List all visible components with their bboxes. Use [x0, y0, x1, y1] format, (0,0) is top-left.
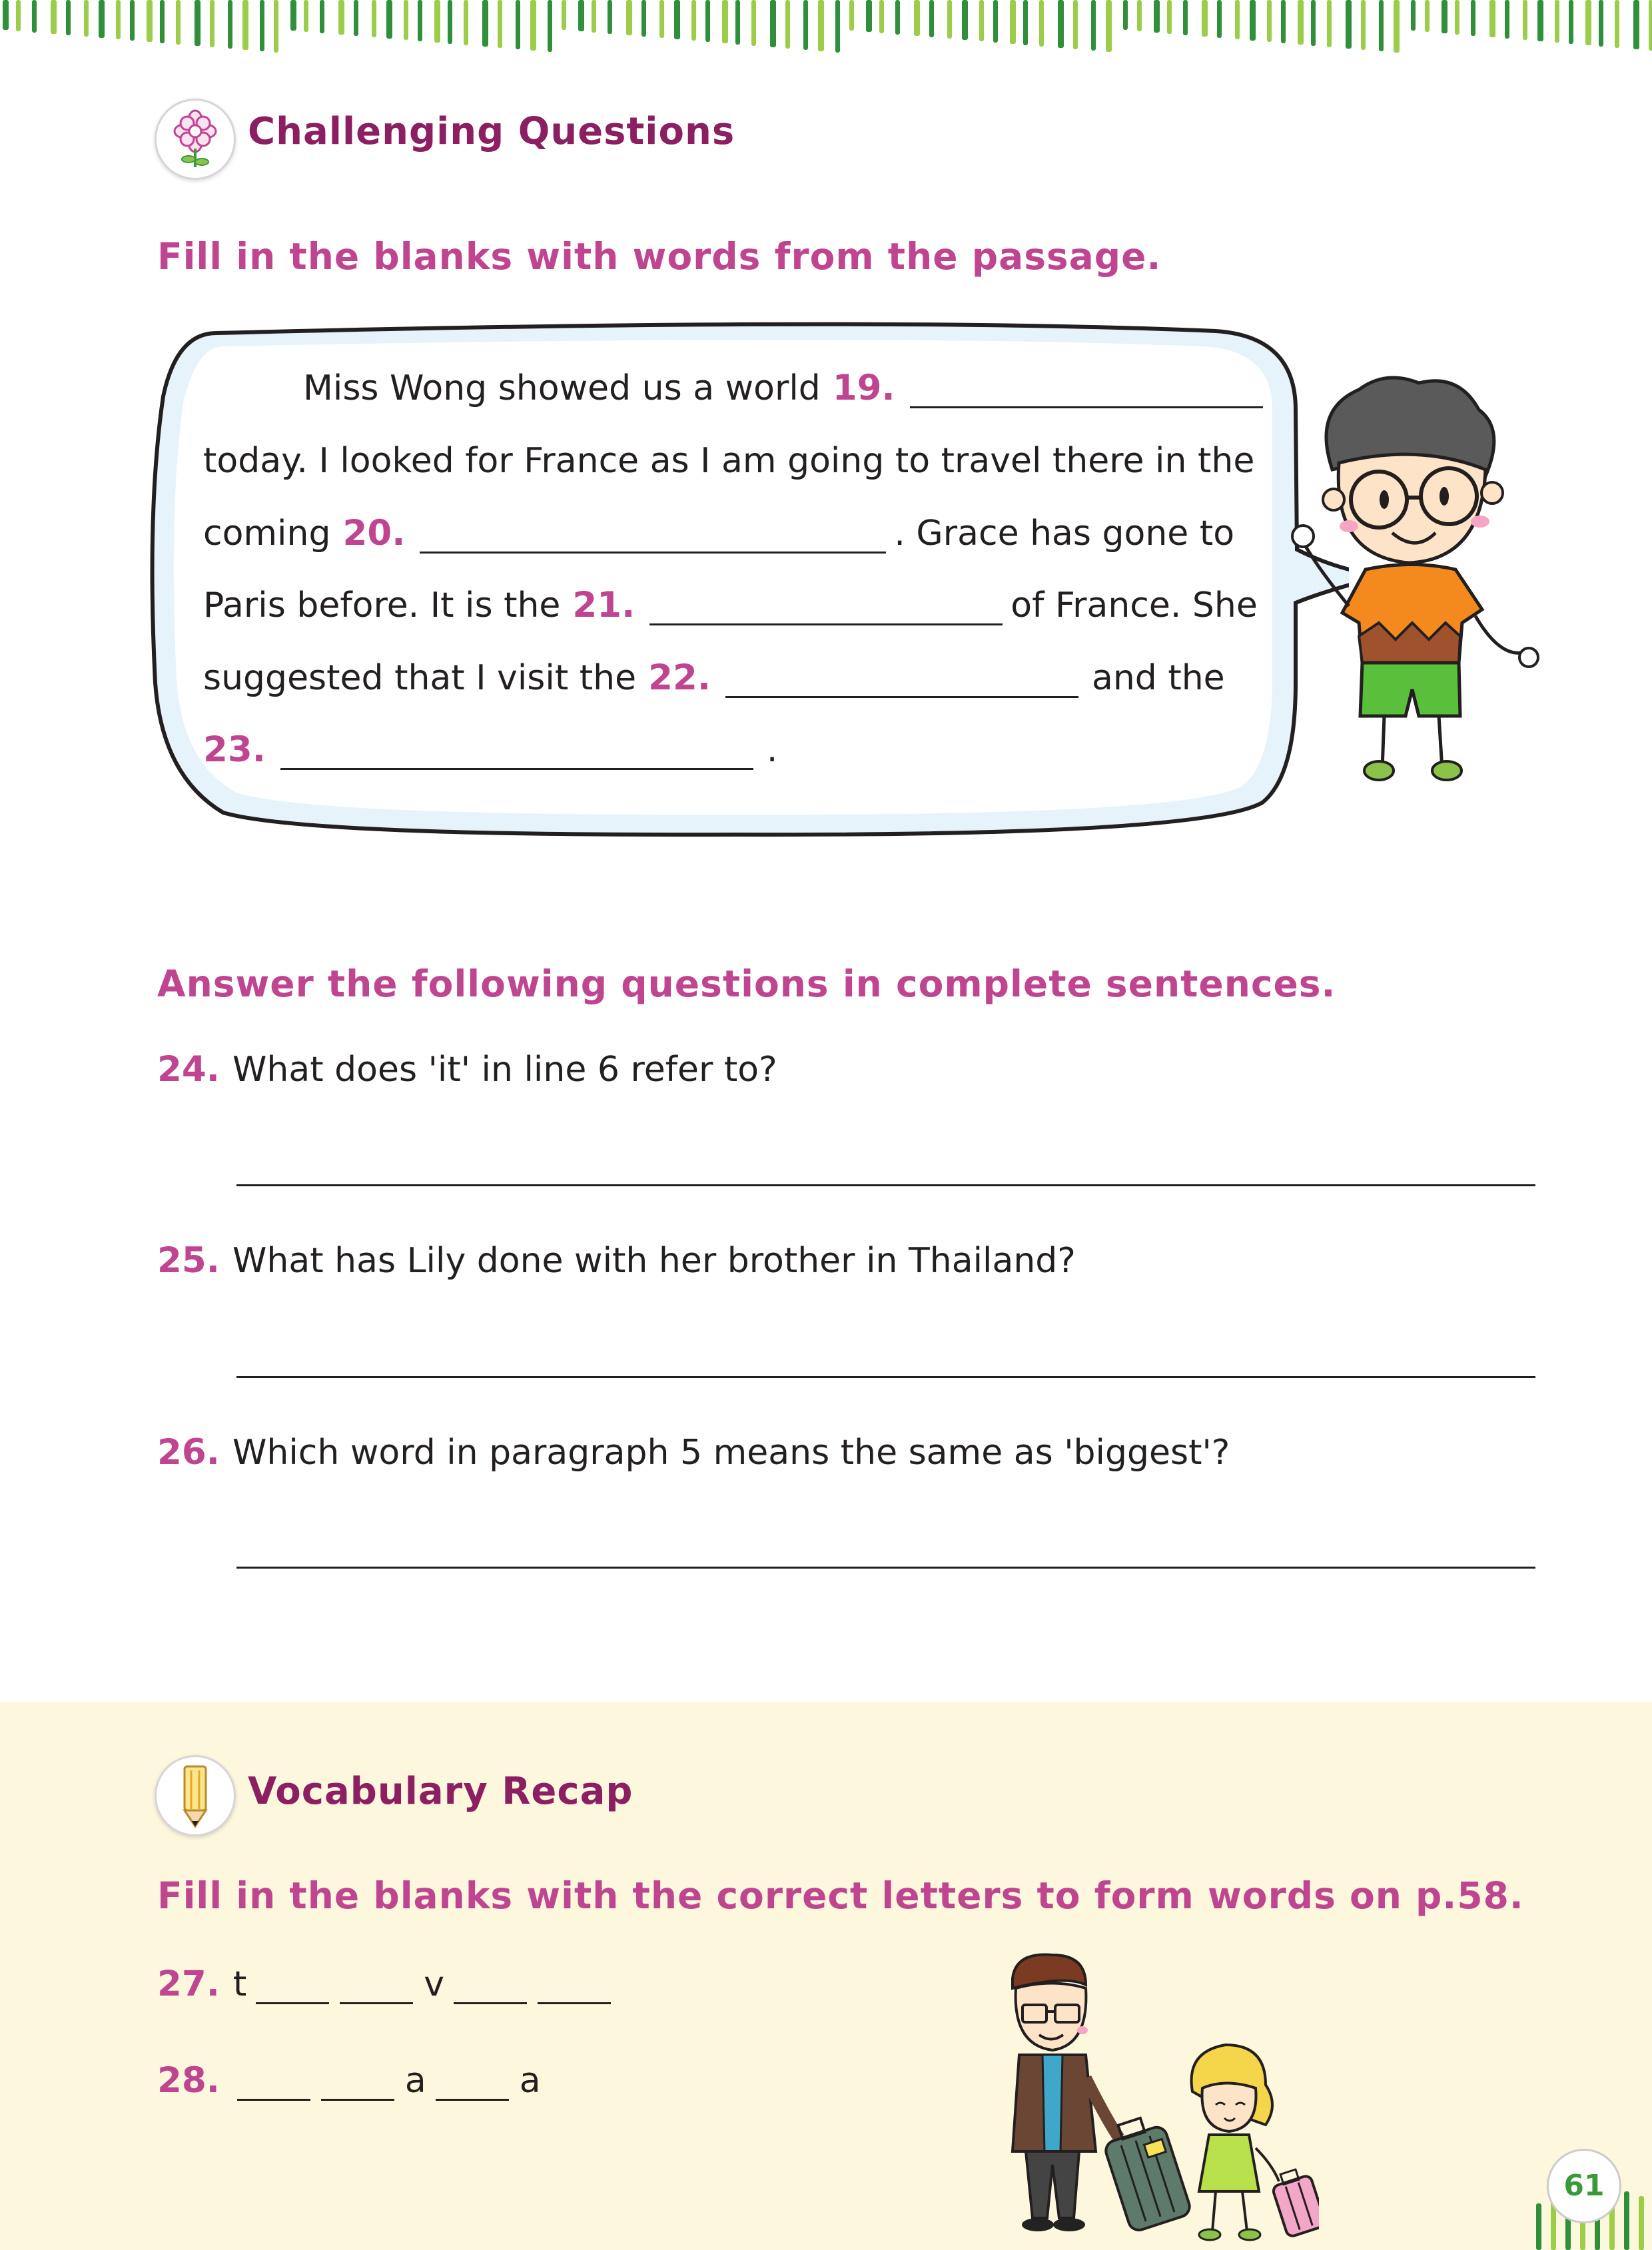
stripe — [691, 0, 696, 41]
stripe — [242, 0, 248, 50]
stripe — [1455, 0, 1459, 35]
answer-blank-23[interactable] — [280, 764, 753, 770]
stripe — [516, 0, 520, 49]
stripe — [228, 0, 232, 49]
stripe — [1281, 0, 1286, 43]
answer-blank-19[interactable] — [910, 402, 1263, 408]
stripe — [1361, 0, 1366, 50]
stripe — [866, 0, 872, 32]
stripe — [1379, 0, 1384, 51]
stripe — [1023, 0, 1028, 45]
question-number: 26. — [157, 1432, 220, 1473]
answer-line-26[interactable] — [236, 1567, 1535, 1569]
pencil-icon-badge — [155, 1755, 236, 1836]
stripe — [1425, 0, 1430, 32]
letter-blank[interactable] — [538, 1998, 611, 2004]
passage-line-4 — [203, 585, 1258, 625]
question-26 — [157, 1432, 1230, 1473]
question-text: Which word in paragraph 5 means the same as 'biggest'? — [232, 1433, 1230, 1473]
stripe — [386, 0, 392, 39]
stripe — [735, 0, 740, 45]
stripe — [659, 0, 664, 38]
stripe — [1010, 0, 1016, 44]
fill-blanks-instruction: Fill in the blanks with words from the passage. — [157, 235, 1162, 278]
stripe — [1585, 0, 1591, 45]
stripe — [176, 0, 181, 45]
stripe — [1599, 0, 1603, 47]
stripe — [290, 0, 296, 31]
stripe — [1624, 2191, 1629, 2250]
stripe — [818, 0, 824, 51]
given-letter: a — [519, 2061, 541, 2101]
stripe — [448, 0, 452, 44]
stripe — [592, 0, 596, 33]
stripe — [1489, 0, 1495, 37]
letter-blank[interactable] — [340, 1998, 413, 2004]
stripe — [1137, 0, 1142, 31]
stripe — [434, 0, 440, 43]
stripe — [1202, 0, 1208, 37]
letter-blank[interactable] — [237, 2095, 310, 2101]
stripe — [1106, 0, 1112, 52]
question-24 — [157, 1049, 777, 1090]
stripe — [641, 0, 646, 37]
stripe — [578, 0, 584, 31]
stripe — [32, 0, 37, 33]
stripe — [99, 0, 105, 38]
blank-number: 19. — [832, 368, 895, 408]
letter-blank[interactable] — [454, 1998, 527, 2004]
stripe — [1217, 0, 1222, 38]
passage-line-5 — [203, 657, 1225, 698]
stripe — [116, 0, 121, 39]
stripe — [464, 0, 468, 45]
stripe — [562, 0, 566, 30]
vocabulary-title: Vocabulary Recap — [248, 1770, 633, 1813]
stripe — [1411, 0, 1416, 31]
stripe — [962, 0, 968, 40]
letter-blank[interactable] — [321, 2095, 394, 2101]
pencil-icon — [157, 1757, 234, 1834]
passage-text: coming — [203, 514, 331, 554]
stripe — [608, 0, 612, 34]
stripe — [16, 0, 21, 31]
passage-line-6 — [203, 729, 777, 770]
stripe — [1073, 0, 1078, 49]
stripe — [879, 0, 884, 33]
stripe — [947, 0, 952, 39]
passage-text: Miss Wong showed us a world — [303, 368, 821, 408]
stripe — [705, 0, 710, 42]
stripe — [1633, 0, 1639, 49]
stripe — [1346, 0, 1352, 49]
stripe — [770, 0, 776, 47]
stripe — [1442, 0, 1447, 33]
stripe — [51, 0, 57, 34]
question-28 — [157, 2060, 541, 2101]
stripe — [785, 0, 790, 49]
passage-text: . — [766, 730, 778, 770]
stripe — [895, 0, 900, 35]
stripe — [751, 0, 756, 46]
stripe — [548, 0, 552, 52]
stripe — [626, 0, 632, 35]
letter-blank[interactable] — [436, 2095, 509, 2101]
stripe — [498, 0, 502, 48]
stripe — [66, 0, 71, 35]
section-title: Challenging Questions — [248, 110, 735, 153]
stripe — [338, 0, 344, 35]
given-letter: a — [404, 2061, 426, 2101]
stripe — [260, 0, 264, 51]
passage-line-1 — [303, 368, 1268, 408]
stripe — [195, 0, 201, 46]
blank-number: 20. — [342, 513, 406, 554]
stripe — [674, 0, 680, 39]
answer-blank-21[interactable] — [649, 619, 1003, 625]
stripe — [274, 0, 278, 53]
stripe — [1537, 0, 1543, 41]
stripe — [929, 0, 934, 37]
stripe — [418, 0, 422, 41]
stripe — [1327, 0, 1332, 47]
stripe — [1267, 0, 1272, 42]
stripe — [1183, 0, 1188, 35]
stripe — [304, 0, 308, 32]
stripe — [160, 0, 165, 43]
stripe — [1298, 0, 1304, 45]
stripe — [482, 0, 488, 47]
question-number: 24. — [157, 1049, 220, 1090]
question-27 — [157, 1964, 616, 2004]
page-number: 61 — [1547, 2149, 1621, 2223]
stripe — [130, 0, 135, 41]
stripe — [1250, 0, 1256, 41]
stripe — [914, 0, 920, 36]
stripe — [722, 0, 728, 43]
question-number: 27. — [157, 1964, 220, 2004]
stripe — [1639, 2196, 1644, 2250]
stripe — [1649, 0, 1652, 51]
question-text: What has Lily done with her brother in Thailand? — [232, 1241, 1076, 1281]
stripe — [1039, 0, 1044, 47]
stripe — [1471, 0, 1475, 36]
answer-questions-instruction: Answer the following questions in complete sentences. — [157, 962, 1336, 1005]
blank-number: 21. — [572, 585, 635, 625]
stripe — [835, 0, 840, 53]
question-number: 28. — [157, 2060, 220, 2101]
answer-line-24[interactable] — [236, 1184, 1535, 1186]
flower-icon — [157, 101, 234, 178]
stripe — [354, 0, 358, 36]
answer-blank-20[interactable] — [420, 548, 886, 554]
question-text: What does 'it' in line 6 refer to? — [232, 1050, 777, 1090]
passage-text: suggested that I visit the — [203, 658, 637, 698]
boy-illustration — [1286, 370, 1552, 796]
stripe — [1523, 0, 1527, 40]
stripe — [1235, 0, 1240, 39]
stripe — [993, 0, 998, 43]
flower-icon-badge — [155, 99, 236, 180]
stripe — [1555, 0, 1559, 43]
stripe — [1311, 0, 1316, 46]
blank-number: 22. — [648, 657, 711, 698]
stripe — [530, 0, 536, 51]
passage-line-2: today. I looked for France as I am going to travel there in the — [203, 441, 1255, 481]
stripe — [1569, 0, 1573, 44]
stripe — [210, 0, 214, 47]
given-letter: t — [232, 1964, 247, 2004]
passage-text: Paris before. It is the — [203, 585, 561, 625]
passage-line-3 — [203, 513, 1234, 554]
given-letter: v — [424, 1964, 445, 2004]
stripe — [147, 0, 153, 42]
stripe — [803, 0, 808, 50]
passage-text: and the — [1091, 658, 1225, 698]
question-number: 25. — [157, 1240, 220, 1281]
answer-blank-22[interactable] — [725, 692, 1078, 698]
stripe — [1615, 0, 1619, 48]
stripe — [1394, 0, 1400, 53]
stripe — [1167, 0, 1172, 34]
stripe — [3, 0, 9, 30]
passage-text: of France. She — [1011, 585, 1258, 625]
vocabulary-instruction: Fill in the blanks with the correct letters to form words on p.58. — [157, 1874, 1524, 1917]
travelers-illustration — [986, 1952, 1319, 2250]
stripe — [372, 0, 376, 37]
blank-number: 23. — [203, 729, 266, 770]
stripe — [404, 0, 408, 40]
stripe — [1123, 0, 1128, 30]
question-25 — [157, 1240, 1076, 1281]
stripe — [1058, 0, 1064, 48]
stripe — [320, 0, 324, 33]
letter-blank[interactable] — [256, 1998, 329, 2004]
stripe — [849, 0, 854, 31]
top-stripes-decoration — [0, 0, 1652, 53]
answer-line-25[interactable] — [236, 1376, 1535, 1378]
stripe — [1505, 0, 1509, 39]
stripe — [1154, 0, 1160, 33]
stripe — [1091, 0, 1096, 51]
stripe — [1536, 2203, 1541, 2250]
stripe — [84, 0, 89, 37]
passage-text: . Grace has gone to — [894, 514, 1235, 554]
stripe — [979, 0, 984, 41]
